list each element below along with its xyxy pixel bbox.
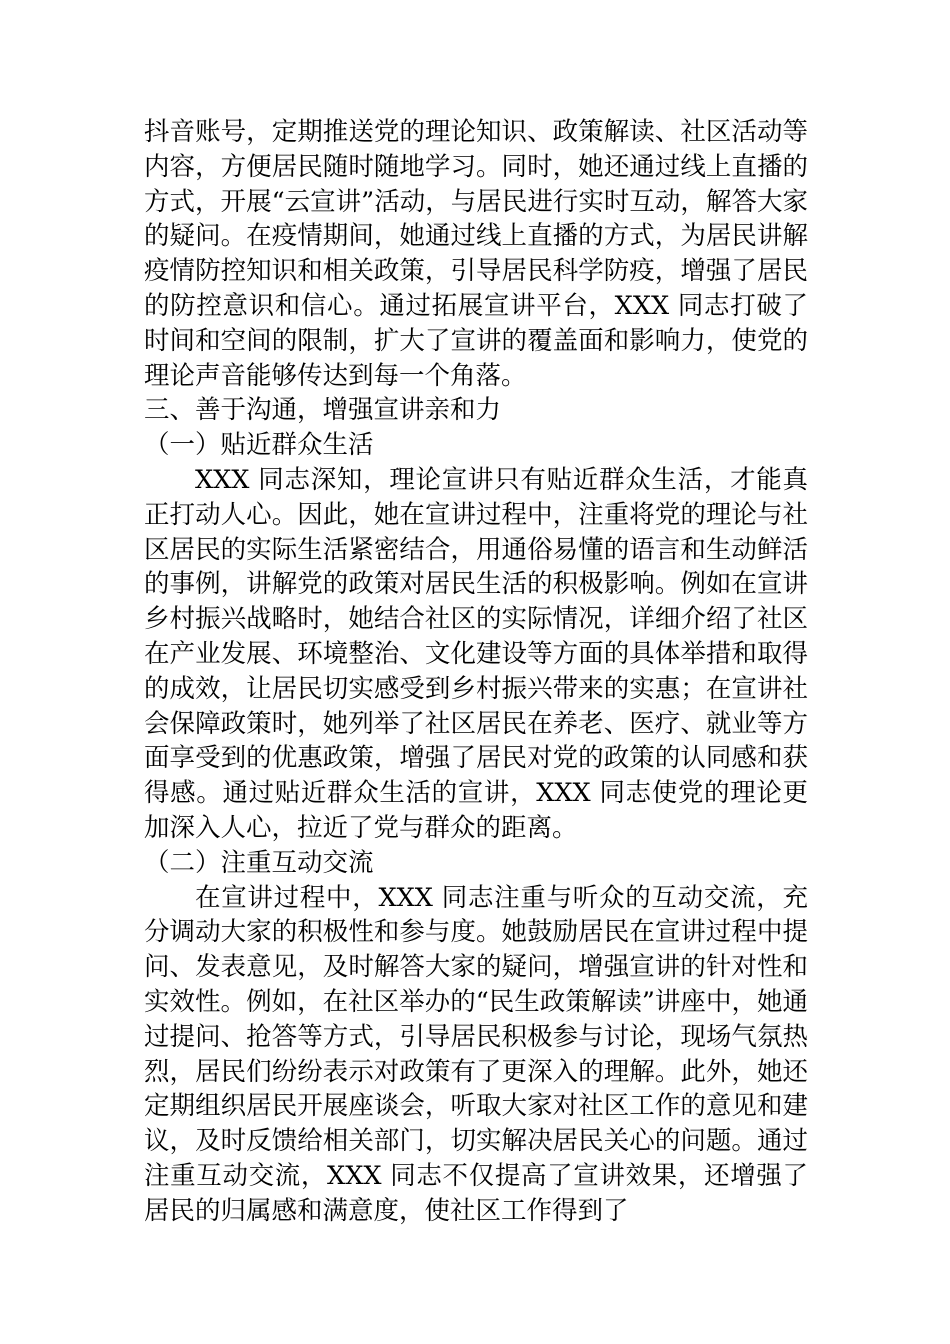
paragraph-close-to-life: XXX 同志深知，理论宣讲只有贴近群众生活，才能真正打动人心。因此，她在宣讲过程中，注重将党的理论与社区居民的实际生活紧密结合，用通俗易懂的语言和生动鲜活的事例，讲解党的政策对居民生活的积极影响。例如在宣讲乡村振兴战略时，她结合社区的实际情况，详细介绍了社区在产业发展、环境整治、文化建设等方面的具体举措和取得的成效，让居民切实感受到乡村振兴带来的实惠；在宣讲社会保障政策时，她列举了社区居民在养老、医疗、就业等方面享受到的优惠政策，增强了居民对党的政策的认同感和获得感。通过贴近群众生活的宣讲，XXX 同志使党的理论更加深入人心，拉近了党与群众的距离。 <box>144 464 808 843</box>
paragraph-online-platform: 抖音账号，定期推送党的理论知识、政策解读、社区活动等内容，方便居民随时随地学习。同时，她还通过线上直播的方式，开展“云宣讲”活动，与居民进行实时互动，解答大家的疑问。在疫情期间，她通过线上直播的方式，为居民讲解疫情防控知识和相关政策，引导居民科学防疫，增强了居民的防控意识和信心。通过拓展宣讲平台，XXX 同志打破了时间和空间的限制，扩大了宣讲的覆盖面和影响力，使党的理论声音能够传达到每一个角落。 <box>144 117 808 391</box>
section-heading-communication: 三、善于沟通，增强宣讲亲和力 <box>144 395 502 426</box>
paragraph-interaction: 在宣讲过程中，XXX 同志注重与听众的互动交流，充分调动大家的积极性和参与度。她鼓励居民在宣讲过程中提问、发表意见，及时解答大家的疑问，增强宣讲的针对性和实效性。例如，在社区举办的“民生政策解读”讲座中，她通过提问、抢答等方式，引导居民积极参与讨论，现场气氛热烈，居民们纷纷表示对政策有了更深入的理解。此外，她还定期组织居民开展座谈会，听取大家对社区工作的意见和建议，及时反馈给相关部门，切实解决居民关心的问题。通过注重互动交流，XXX 同志不仅提高了宣讲效果，还增强了居民的归属感和满意度，使社区工作得到了 <box>144 882 808 1226</box>
document-body <box>144 115 808 1229</box>
subheading-interaction: （二）注重互动交流 <box>144 847 374 878</box>
subheading-close-to-life: （一）贴近群众生活 <box>144 430 374 461</box>
